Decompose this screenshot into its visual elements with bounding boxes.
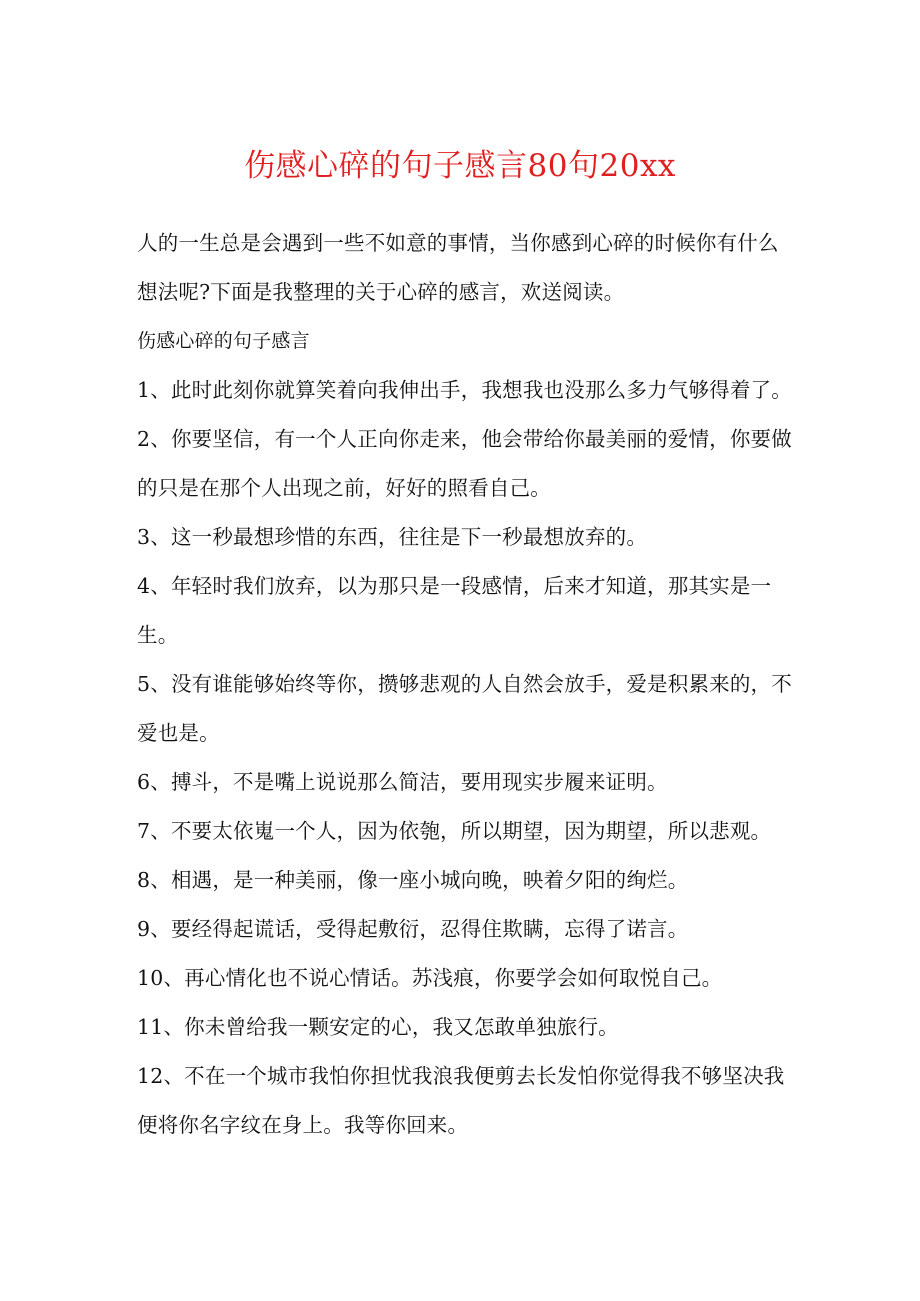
list-item: 3、这一秒最想珍惜的东西，往往是下一秒最想放弃的。 [137,525,648,549]
document-body [137,219,797,1150]
section-heading: 伤感心碎的句子感言 [137,330,310,352]
intro-paragraph: 人的一生总是会遇到一些不如意的事情，当你感到心碎的时候你有什么想法呢?下面是我整理的关于心碎的感言，欢送阅读。 [137,231,779,304]
list-item: 6、搏斗，不是嘴上说说那么简洁，要用现实步履来证明。 [137,770,668,794]
list-item: 8、相遇，是一种美丽，像一座小城向晚，映着夕阳的绚烂。 [137,868,689,892]
list-item: 9、要经得起谎话，受得起敷衍，忍得住欺瞒，忘得了诺言。 [137,917,689,941]
list-item: 7、不要太依嵬一个人，因为依匏，所以期望，因为期望，所以悲观。 [137,819,772,843]
list-item: 5、没有谁能够始终等你，攒够悲观的人自然会放手，爱是积累来的，不爱也是。 [137,672,792,745]
page-title: 伤感心碎的句子感言80句20xx [244,148,676,184]
list-item: 10、再心情化也不说心情话。苏浅痕，你要学会如何取悦自己。 [137,966,723,990]
list-item: 4、年轻时我们放弃，以为那只是一段感情，后来才知道，那其实是一生。 [137,574,772,647]
list-item: 12、不在一个城市我怕你担忧我浪我便剪去长发怕你觉得我不够坚决我便将你名字纹在身上。我等你回来。 [137,1064,785,1137]
list-item: 2、你要坚信，有一个人正向你走来，他会带给你最美丽的爱情，你要做的只是在那个人出现之前，好好的照看自己。 [137,427,792,500]
list-item: 1、此时此刻你就算笑着向我伸出手，我想我也没那么多力气够得着了。 [137,378,792,402]
list-item: 11、你未曾给我一颗安定的心，我又怎敢单独旅行。 [137,1015,619,1039]
